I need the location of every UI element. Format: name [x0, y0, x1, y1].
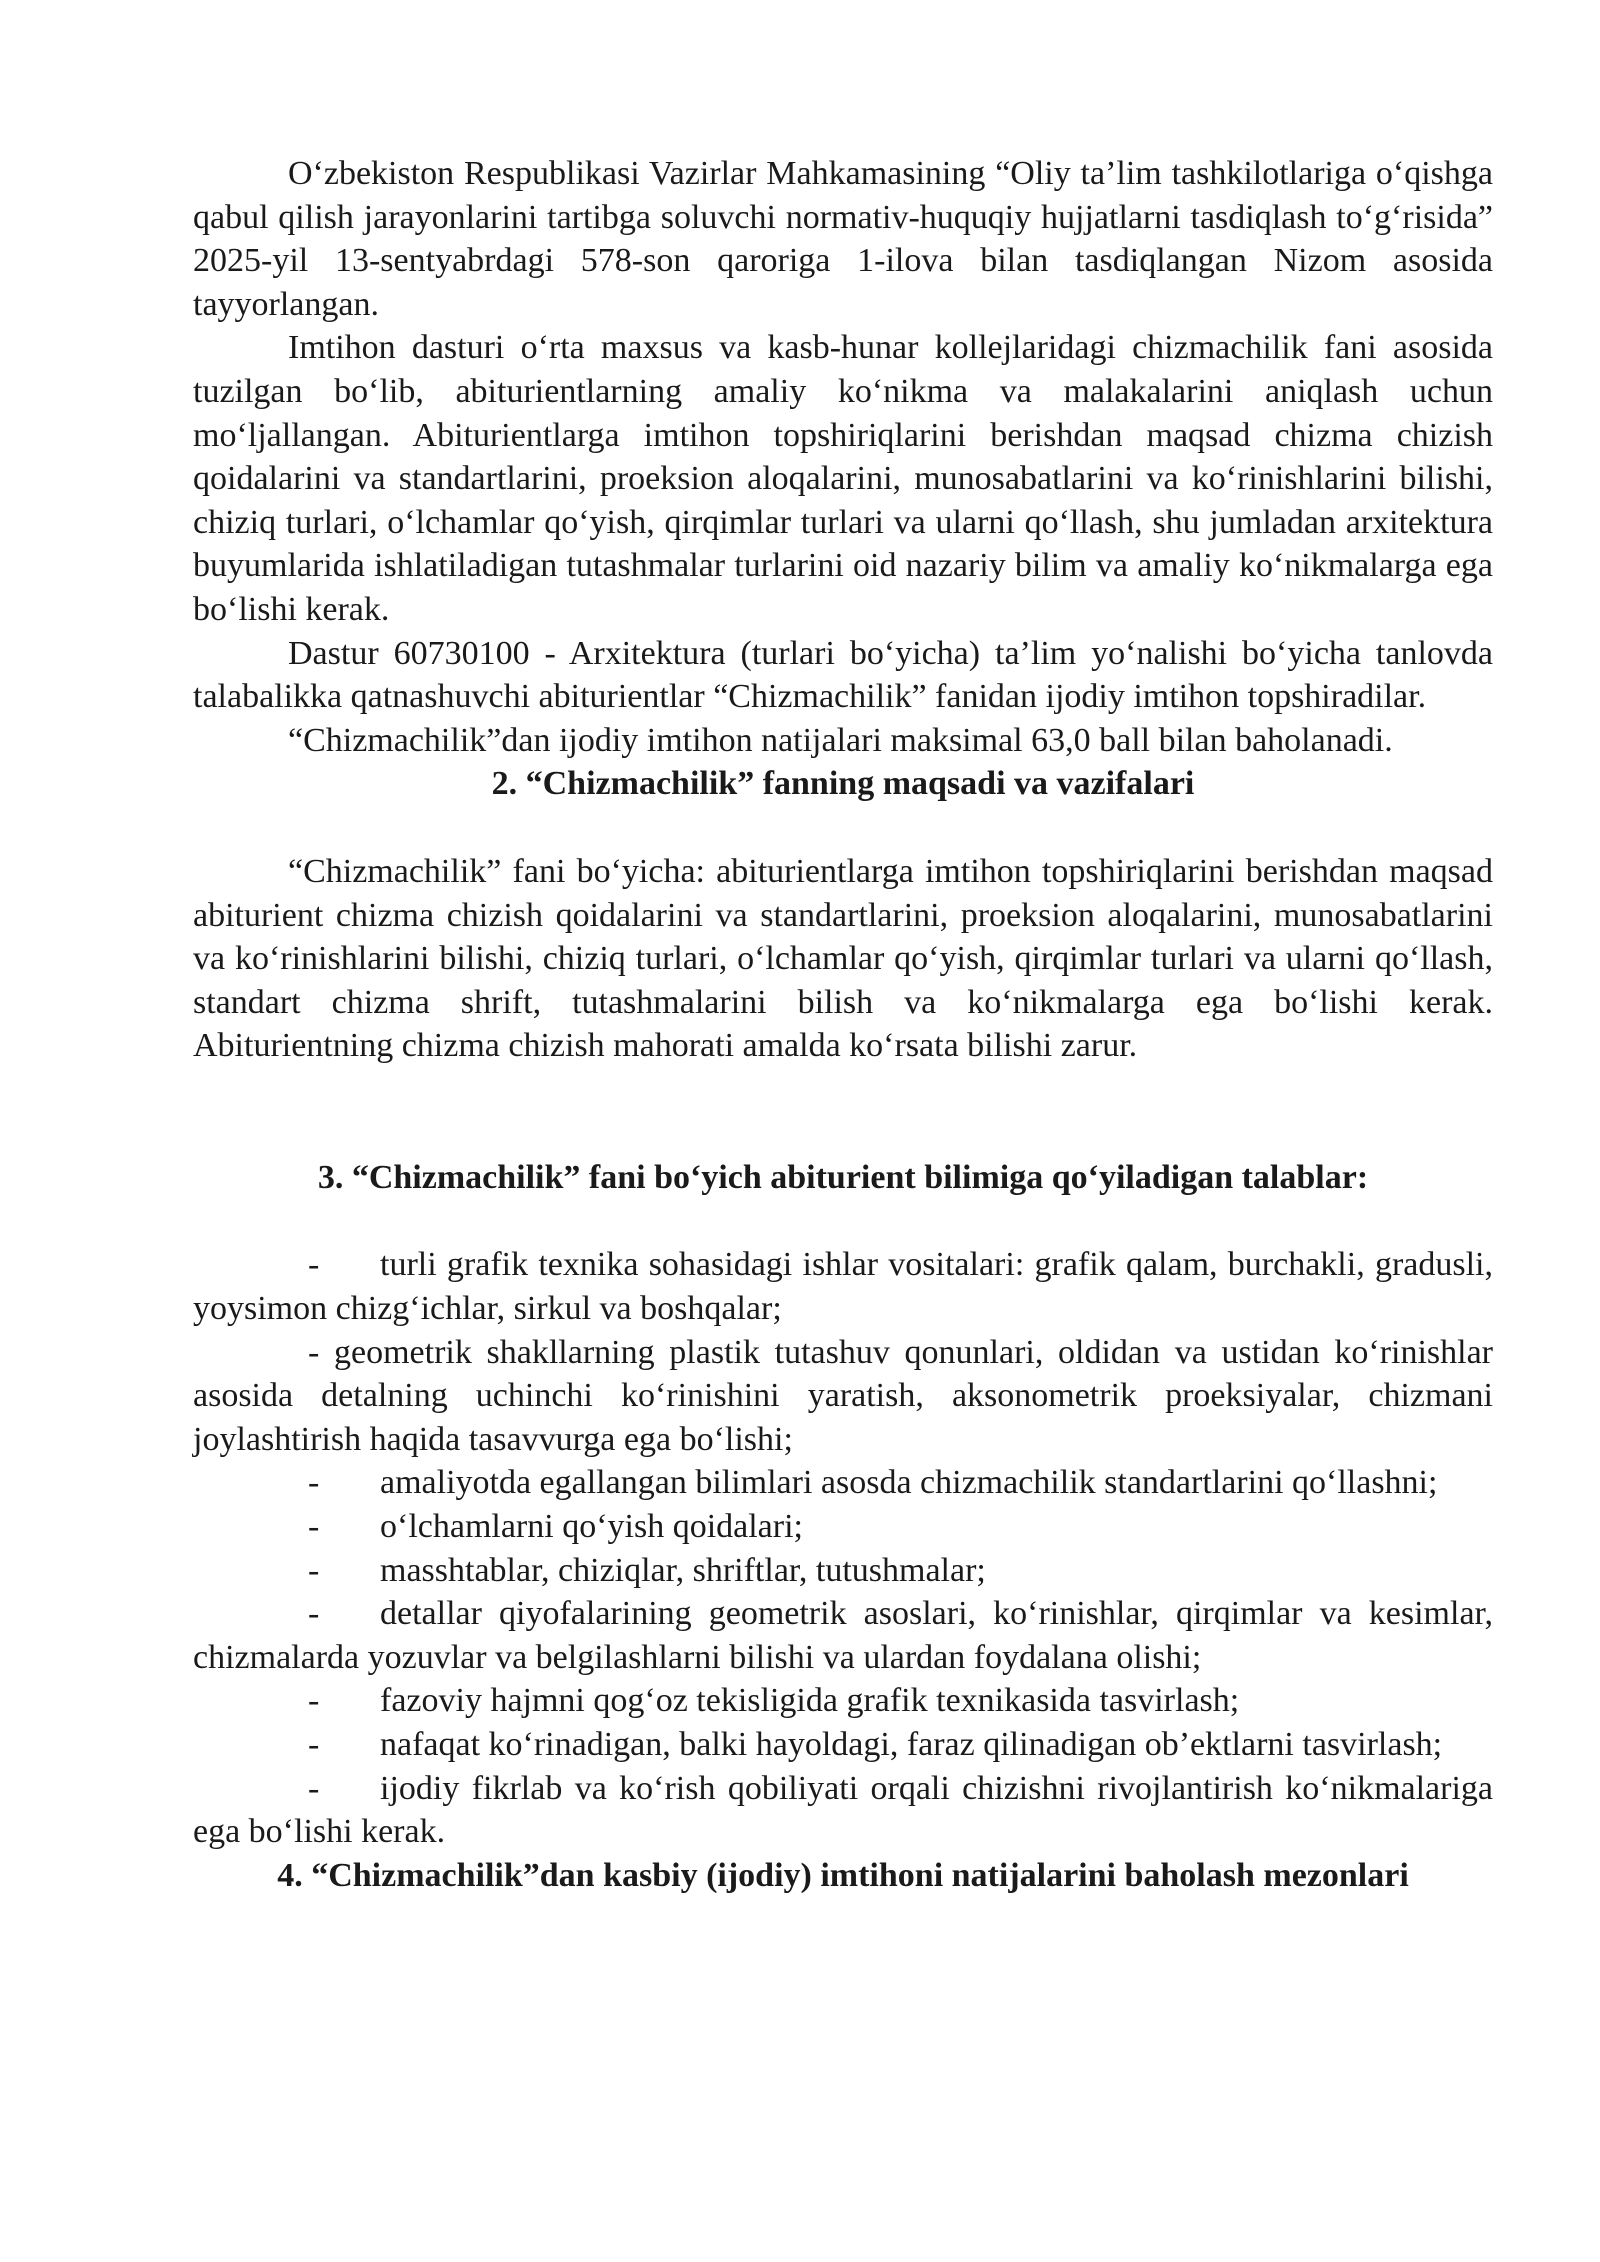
intro-paragraph-2: Imtihon dasturi o‘rta maxsus va kasb-hunar kollejlaridagi chizmachilik fani asosida tuzilgan bo‘lib, abiturientlarning amaliy ko‘nikma va malakalarini aniqlash uchun mo‘ljallangan. Abiturientlarga imtihon topshiriqlarini berishdan maqsad chizma chizish qoidalarini va standartlarini, proeksion aloqalarini, munosabatlarini va ko‘rinishlarini bilishi, chiziq turlari, o‘lchamlar qo‘yish, qirqimlar turlari va ularni qo‘llash, shu jumladan arxitektura buyumlarida ishlatiladigan tutashmalar turlarini oid nazariy bilim va amaliy ko‘nikmalarga ega bo‘lishi kerak. [193, 329, 1493, 628]
spacer [193, 806, 1493, 850]
requirement-text: o‘lchamlarni qo‘yish qoidalari; [380, 1508, 803, 1546]
bullet-dash: - [308, 1682, 320, 1720]
requirement-text: geometrik shakllarning plastik tutashuv qonunlari, oldidan va ustidan ko‘rinishlar asosida detalning uchinchi ko‘rinishini yaratish, aksonometrik proeksiyalar, chizmani joylashtirish haqida tasavvurga ega bo‘lishi; [193, 1333, 1494, 1458]
requirement-item [193, 1549, 1493, 1593]
requirement-item [193, 1331, 1493, 1462]
intro-paragraph-3: Dastur 60730100 - Arxitektura (turlari bo‘yicha) ta’lim yo‘nalishi bo‘yicha tanlovda talabalikka qatnashuvchi abiturientlar “Chizmachilik” fanidan ijodiy imtihon topshiradilar. [193, 634, 1493, 716]
bullet-dash: - [308, 1464, 320, 1502]
requirement-item [193, 1243, 1493, 1330]
requirement-text: nafaqat ko‘rinadigan, balki hayoldagi, faraz qilinadigan ob’ektlarni tasvirlash; [380, 1726, 1443, 1763]
requirement-text: masshtablar, chiziqlar, shriftlar, tutushmalar; [380, 1551, 986, 1589]
requirement-item [193, 1679, 1493, 1723]
requirement-text: ijodiy fikrlab va ko‘rish qobiliyati orqali chizishni rivojlantirish ko‘nikmalariga ega bo‘lishi kerak. [193, 1769, 1493, 1851]
spacer [193, 1068, 1493, 1156]
requirement-text: detallar qiyofalarining geometrik asoslari, ko‘rinishlar, qirqimlar va kesimlar, chizmalarda yozuvlar va belgilashlarni bilishi va ulardan foydalana olishi; [193, 1595, 1493, 1676]
intro-paragraph-1: O‘zbekiston Respublikasi Vazirlar Mahkamasining “Oliy ta’lim tashkilotlariga o‘qishga qabul qilish jarayonlarini tartibga soluvchi normativ-huquqiy hujjatlarni tasdiqlash to‘g‘risida” 2025-yil 13-sentyabrdagi 578-son qaroriga 1-ilova bilan tasdiqlangan Nizom asosida tayyorlangan. [193, 155, 1493, 323]
bullet-dash: - [308, 1595, 320, 1633]
requirement-text: amaliyotda egallangan bilimlari asosda chizmachilik standartlarini qo‘llashni; [380, 1464, 1438, 1502]
document-page [193, 152, 1493, 1897]
requirement-item [193, 1461, 1493, 1505]
bullet-dash: - [308, 1551, 320, 1589]
requirement-item [193, 1505, 1493, 1549]
bullet-dash: - [308, 1769, 320, 1807]
section-4-heading: 4. “Chizmachilik”dan kasbiy (ijodiy) imtihoni natijalarini baholash mezonlari [277, 1856, 1409, 1894]
section-2-paragraph: “Chizmachilik” fani bo‘yicha: abiturientlarga imtihon topshiriqlarini berishdan maqsad abiturient chizma chizish qoidalarini va standartlarini, proeksion aloqalarini, munosabatlarini va ko‘rinishlarini bilishi, chiziq turlari, o‘lchamlar qo‘yish, qirqimlar turlari va ularni qo‘llash, standart chizma shrift, tutashmalarini bilish va ko‘nikmalarga ega bo‘lishi kerak. Abiturientning chizma chizish mahorati amalda ko‘rsata bilishi zarur. [193, 852, 1493, 1065]
bullet-dash: - [308, 1726, 320, 1763]
bullet-dash: - [308, 1246, 320, 1284]
spacer [193, 1199, 1493, 1243]
bullet-dash: - [308, 1333, 320, 1371]
requirement-item [193, 1767, 1493, 1854]
section-3-heading: 3. “Chizmachilik” fani bo‘yich abiturient bilimiga qo‘yiladigan talablar: [317, 1158, 1369, 1196]
requirement-item [193, 1592, 1493, 1679]
requirement-text: fazoviy hajmni qog‘oz tekisligida grafik texnikasida tasvirlash; [380, 1682, 1240, 1720]
requirement-text: turli grafik texnika sohasidagi ishlar vositalari: grafik qalam, burchakli, gradusli, yoysimon chizg‘ichlar, sirkul va boshqalar; [193, 1246, 1493, 1328]
requirement-item [193, 1723, 1493, 1767]
section-2-heading: 2. “Chizmachilik” fanning maqsadi va vazifalari [491, 765, 1195, 803]
intro-paragraph-4: “Chizmachilik”dan ijodiy imtihon natijalari maksimal 63,0 ball bilan baholanadi. [288, 721, 1393, 759]
bullet-dash: - [308, 1508, 320, 1546]
